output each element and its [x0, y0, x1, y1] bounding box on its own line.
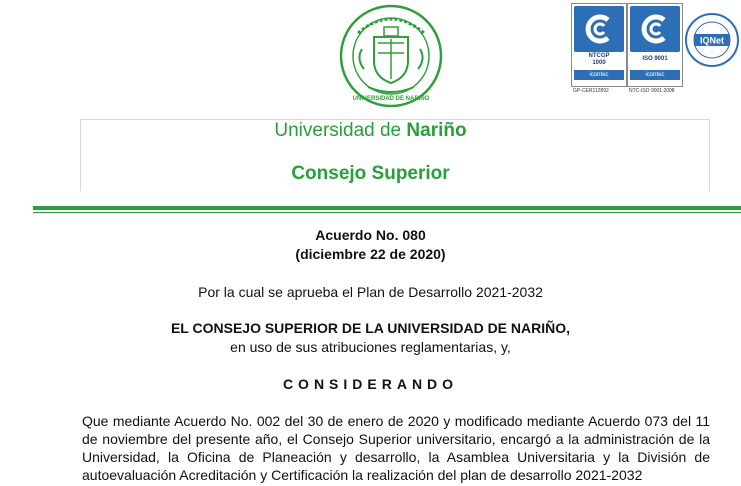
icontec-certification-icon: [574, 6, 624, 52]
icontec-certification-icon: [630, 6, 680, 52]
university-prefix: Universidad de: [274, 120, 402, 141]
university-name: [0, 120, 741, 142]
council-name: Consejo Superior: [291, 163, 450, 184]
icontec-brand: icontec: [630, 70, 680, 80]
icontec-iso-badge: [627, 3, 683, 87]
agreement-date: (diciembre 22 de 2020): [295, 246, 446, 262]
considerando-heading: CONSIDERANDO: [282, 376, 459, 392]
iqnet-label: IQNet: [699, 35, 725, 46]
powers-statement: en uso de sus atribuciones reglamentarias, y,: [230, 339, 511, 355]
svg-text:UNIVERSIDAD DE NARIÑO: UNIVERSIDAD DE NARIÑO: [352, 96, 430, 102]
university-name-bold: Nariño: [406, 120, 467, 141]
cert-code-line1: ISO 9001: [642, 56, 668, 62]
agreement-purpose: Por la cual se aprueba el Plan de Desarrollo 2021-2032: [198, 284, 543, 300]
considerando-paragraph: Que mediante Acuerdo No. 002 del 30 de enero de 2020 y modificado mediante Acuerdo 073 del 11 de noviembre del presente año, el Consejo Superior universitario, encargó a la administración de la Universidad, la Oficina de Planeación y desarrollo, la Asamblea Universitaria y la División de autoevaluación Acreditación y Certificación la realización del plan de desarrollo 2021-2032: [82, 413, 710, 483]
cert-caption-ntcgp: GP-CER112892: [573, 88, 609, 94]
iqnet-certification-icon: [684, 12, 740, 68]
cert-caption-iso: NTC-ISO 9001:2008: [629, 88, 675, 94]
council-heading: EL CONSEJO SUPERIOR DE LA UNIVERSIDAD DE NARIÑO,: [170, 320, 571, 336]
cert-code-line2: 1000: [592, 60, 606, 66]
cert-code-line1: NTCGP: [588, 53, 610, 59]
header-rule-thin: [33, 212, 741, 213]
icontec-brand: icontec: [574, 70, 624, 80]
header-rule-thick: [33, 206, 741, 210]
icontec-ntcgp-badge: [571, 3, 627, 87]
university-seal-icon: [338, 3, 444, 109]
agreement-number: Acuerdo No. 080: [315, 227, 426, 243]
